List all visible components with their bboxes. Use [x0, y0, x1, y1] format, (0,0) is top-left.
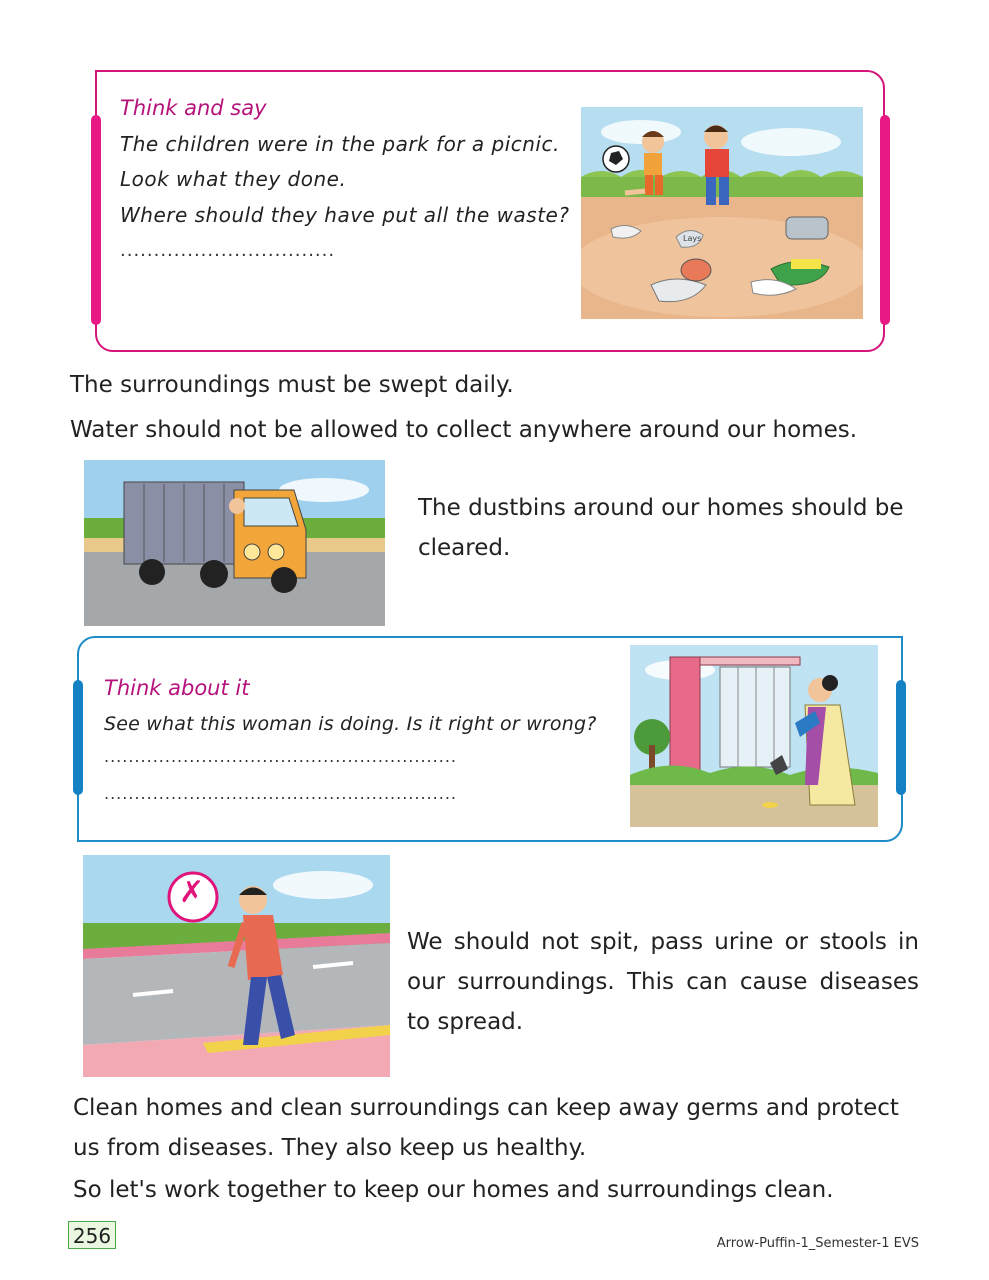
woman-question: See what this woman is doing. Is it right or wrong? [104, 713, 597, 735]
blue-bar-left [73, 680, 83, 795]
garbage-truck-image [84, 460, 385, 626]
closing-line-1: Clean homes and clean surroundings can keep away germs and protect us from diseases. They also keep us healthy. [73, 1095, 899, 1161]
page-number: 256 [68, 1221, 116, 1249]
closing-line-2: So let's work together to keep our homes and surroundings clean. [73, 1177, 834, 1203]
blue-bar-right [896, 680, 906, 795]
cross-icon: ✗ [179, 875, 205, 910]
answer-line-2: .......................................................... [104, 784, 457, 803]
book-title: Arrow-Puffin-1_Semester-1 EVS [716, 1236, 919, 1251]
waste-question: Where should they have put all the waste? [120, 203, 570, 227]
dustbins-text: The dustbins around our homes should be cleared. [418, 495, 904, 561]
answer-line-1: .......................................................... [104, 747, 457, 766]
swept-line: The surroundings must be swept daily. [70, 372, 514, 398]
think-and-say-heading: Think and say [120, 96, 267, 120]
bag-text: Lays [683, 234, 702, 243]
picnic-waste-image [581, 107, 863, 319]
think-about-it-heading: Think about it [104, 676, 250, 700]
pink-bar-right [880, 115, 890, 325]
picnic-line-2: Look what they done. [120, 167, 347, 191]
water-line: Water should not be allowed to collect anywhere around our homes. [70, 417, 858, 443]
spit-text: We should not spit, pass urine or stools in our surroundings. This can cause diseases to spread. [407, 929, 919, 1035]
picnic-line-1: The children were in the park for a picnic. [120, 132, 560, 156]
man-spitting-image [83, 855, 390, 1077]
pink-bar-left [91, 115, 101, 325]
answer-line: ................................ [120, 240, 336, 261]
woman-littering-image [630, 645, 878, 827]
